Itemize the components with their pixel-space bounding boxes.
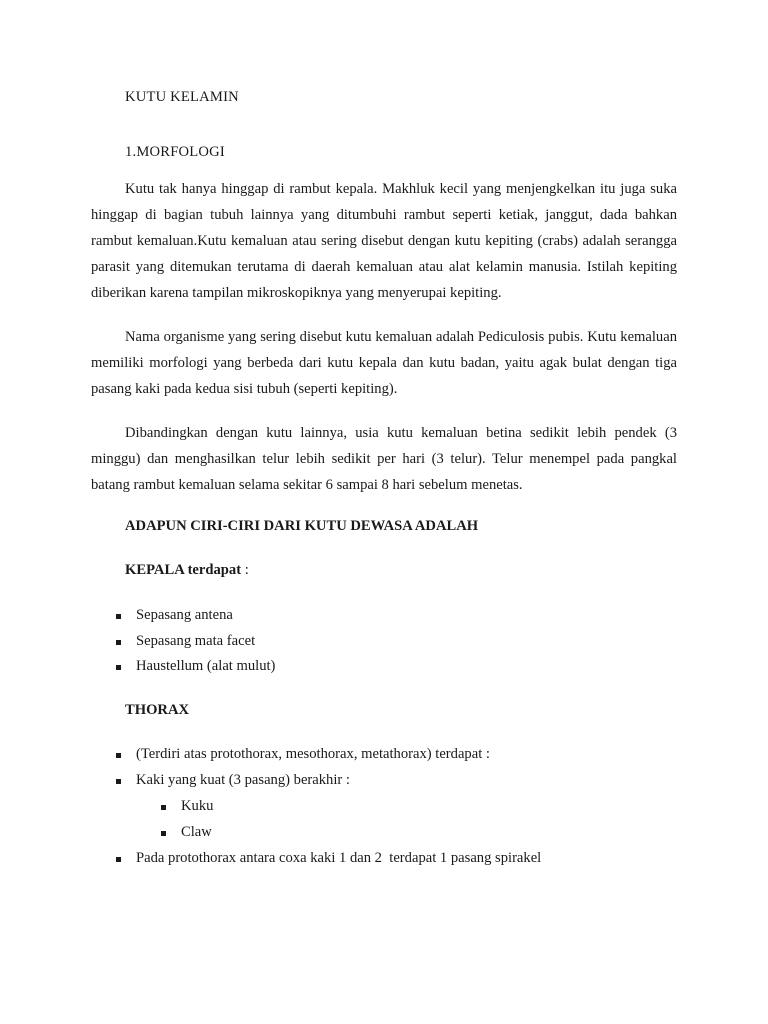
list-item-text: Sepasang antena	[136, 607, 233, 623]
list-item-text: Haustellum (alat mulut)	[136, 658, 276, 674]
list-item-text: Pada protothorax antara coxa kaki 1 dan 2 terdapat 1 pasang spirakel	[136, 850, 542, 866]
paragraph-2: Nama organisme yang sering disebut kutu kemaluan adalah Pediculosis pubis. Kutu kemaluan memiliki morfologi yang berbeda dari kutu kepala dan kutu badan, yaitu agak bulat dengan tiga pasang kaki pada kedua sisi tubuh (seperti kepiting).	[91, 329, 677, 397]
paragraph-1: Kutu tak hanya hinggap di rambut kepala. Makhluk kecil yang menjengkelkan itu juga suka hinggap di bagian tubuh lainnya yang ditumbuhi rambut seperti ketiak, janggut, dada bahkan rambut kemaluan.Kutu kemaluan atau sering disebut dengan kutu kepiting (crabs) adalah serangga parasit yang ditemukan terutama di daerah kemaluan atau alat kelamin manusia. Istilah kepiting diberikan karena tampilan mikroskopiknya yang menyerupai kepiting.	[91, 181, 677, 301]
list-item-text: Kaki yang kuat (3 pasang) berakhir :	[136, 772, 350, 788]
bullet-square-icon	[116, 779, 121, 784]
bullet-square-icon	[116, 753, 121, 758]
list-item-text: (Terdiri atas protothorax, mesothorax, metathorax) terdapat :	[136, 746, 490, 762]
bullet-square-icon	[161, 831, 166, 836]
kepala-heading-suffix: :	[241, 562, 249, 578]
document-title: KUTU KELAMIN	[125, 89, 239, 105]
section-heading-morfologi: 1.MORFOLOGI	[125, 144, 225, 160]
thorax-heading: THORAX	[125, 702, 190, 718]
list-item-text: Kuku	[181, 798, 214, 814]
kepala-heading	[125, 562, 249, 579]
kepala-heading-bold: KEPALA terdapat	[125, 562, 242, 578]
bullet-square-icon	[116, 665, 121, 670]
paragraph-3: Dibandingkan dengan kutu lainnya, usia kutu kemaluan betina sedikit lebih pendek (3 minggu) dan menghasilkan telur lebih sedikit per hari (3 telur). Telur menempel pada pangkal batang rambut kemaluan selama sekitar 6 sampai 8 hari sebelum menetas.	[91, 425, 677, 493]
bullet-square-icon	[116, 640, 121, 645]
bullet-square-icon	[116, 614, 121, 619]
bullet-square-icon	[116, 857, 121, 862]
bullet-square-icon	[161, 805, 166, 810]
list-item-text: Sepasang mata facet	[136, 633, 256, 649]
adult-characteristics-heading: ADAPUN CIRI-CIRI DARI KUTU DEWASA ADALAH	[125, 518, 479, 534]
list-item-text: Claw	[181, 824, 212, 840]
